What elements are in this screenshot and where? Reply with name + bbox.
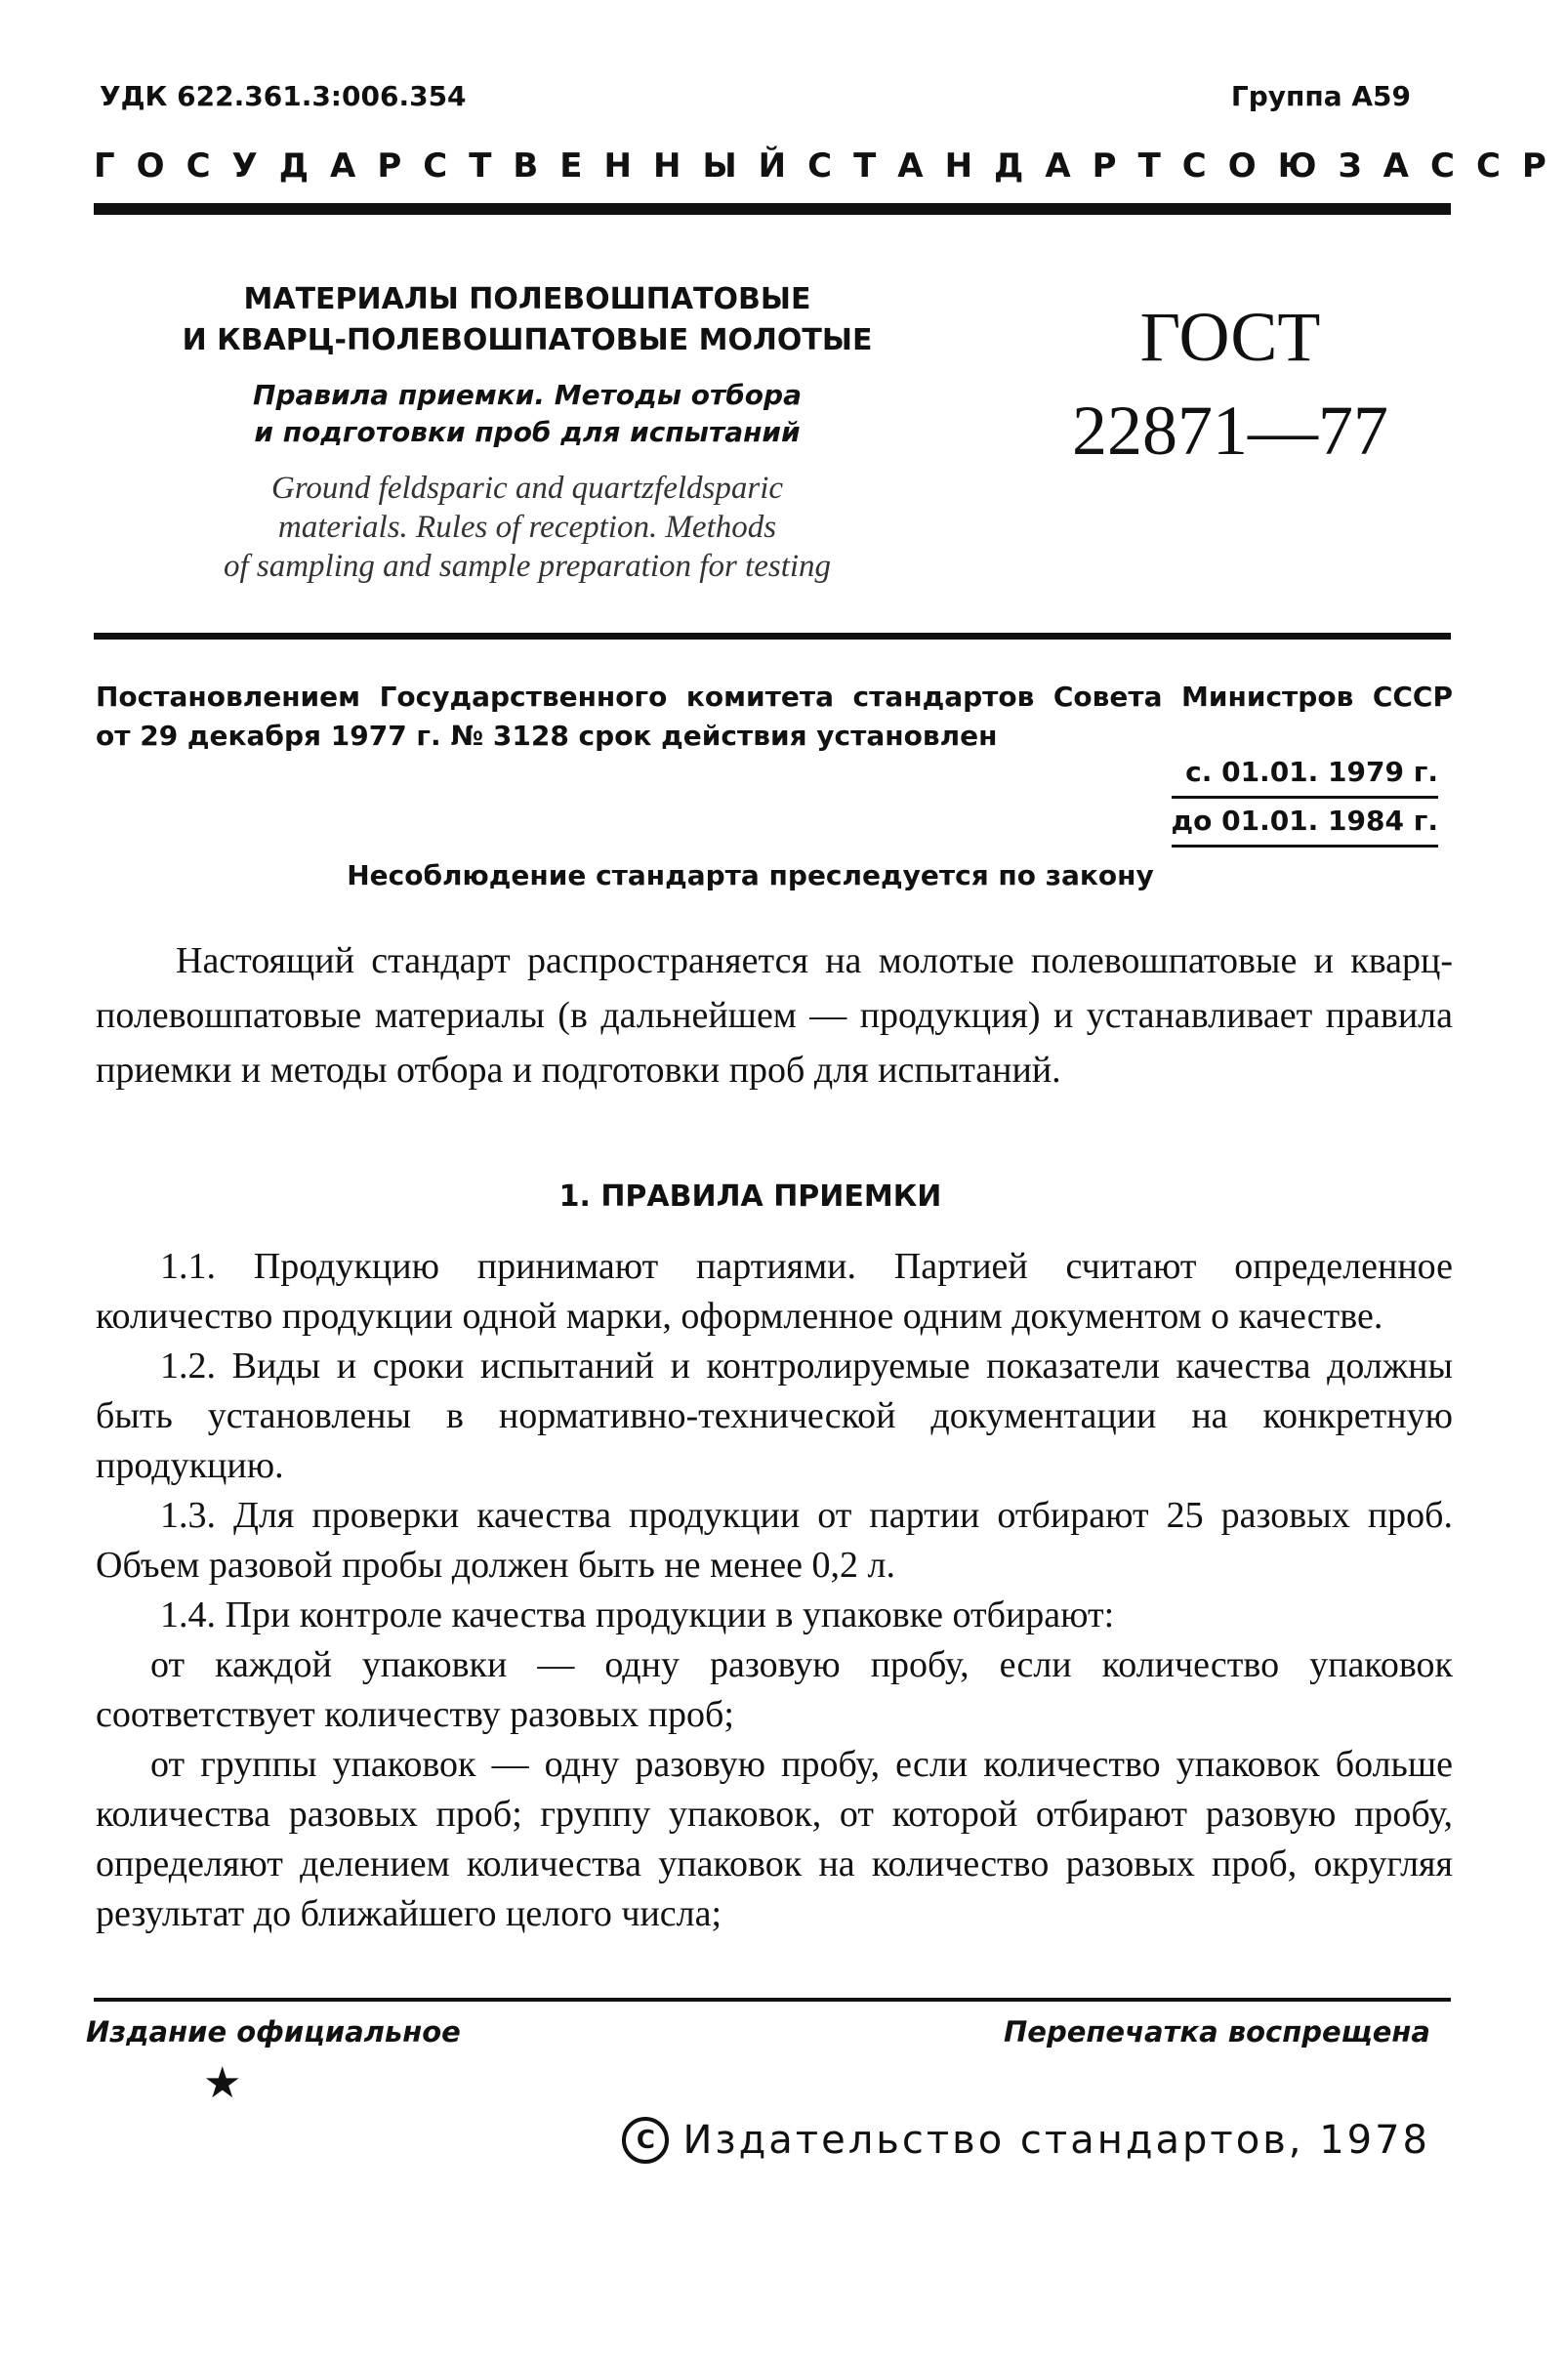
star-icon: ★ bbox=[203, 2059, 242, 2107]
section-heading: 1. ПРАВИЛА ПРИЕМКИ bbox=[558, 1180, 942, 1214]
publisher-line bbox=[622, 2117, 1430, 2164]
date-to: до 01.01. 1984 г. bbox=[1172, 799, 1439, 848]
group-code: Группа А59 bbox=[1230, 80, 1411, 112]
decree-line-2: от 29 декабря 1977 г. № 3128 срок действия установлен bbox=[96, 720, 998, 752]
section-body bbox=[96, 1242, 1453, 1939]
udk-code: УДК 622.361.3:006.354 bbox=[100, 80, 467, 112]
title-en-line-3: of sampling and sample preparation for testing bbox=[223, 549, 832, 584]
state-standard-word-3: СОЮЗА bbox=[1181, 146, 1430, 186]
state-standard-word-2: СТАНДАРТ bbox=[807, 146, 1182, 186]
clause-1-4-a: от каждой упаковки — одну разовую пробу, если количество упаковок соответствует количеству разовых проб; bbox=[96, 1644, 1453, 1735]
gost-label: ГОСТ bbox=[1139, 298, 1321, 376]
reprint-note: Перепечатка воспрещена bbox=[1004, 2015, 1430, 2049]
validity-dates bbox=[1172, 750, 1439, 848]
state-standard-heading bbox=[94, 146, 1568, 186]
clause-1-3: 1.3. Для проверки качества продукции от партии отбирают 25 разовых проб. Объем разовой пробы должен быть не менее 0,2 л. bbox=[96, 1495, 1453, 1586]
state-standard-word-1: ГОСУДАРСТВЕННЫЙ bbox=[94, 146, 808, 186]
title-en bbox=[146, 469, 908, 586]
state-standard-word-4: ССР bbox=[1430, 146, 1568, 186]
gost-number: 22871—77 bbox=[1072, 392, 1388, 470]
copyright-icon: C bbox=[622, 2117, 669, 2164]
decree-line-1: Постановлением Государственного комитета стандартов Совета Министров СССР bbox=[96, 681, 1453, 713]
subtitle-ru bbox=[146, 377, 908, 451]
edition-note: Издание официальное bbox=[86, 2015, 461, 2049]
clause-1-1: 1.1. Продукцию принимают партиями. Партией считают определенное количество продукции одной марки, оформленное одним документом о качестве. bbox=[96, 1246, 1453, 1337]
title-en-line-1: Ground feldsparic and quartzfeldsparic bbox=[270, 471, 784, 506]
title-divider bbox=[94, 633, 1451, 640]
clause-1-4-b: от группы упаковок — одну разовую пробу, если количество упаковок больше количества разовых проб; группу упаковок, от которой отбирают разовую пробу, определяют делением количества упаковок на количество разовых проб, округляя результат до ближайшего целого числа; bbox=[96, 1744, 1453, 1934]
intro-paragraph: Настоящий стандарт распространяется на молотые полевошпатовые и кварц-полевошпатовые материалы (в дальнейшем — продукция) и устанавливает правила приемки и методы отбора и подготовки проб для испытаний. bbox=[96, 940, 1453, 1091]
subtitle-ru-line-2: и подготовки проб для испытаний bbox=[254, 416, 801, 448]
title-block bbox=[146, 279, 908, 586]
header-divider bbox=[94, 203, 1451, 215]
law-notice: Несоблюдение стандарта преследуется по закону bbox=[347, 859, 1154, 891]
title-ru-line-1: МАТЕРИАЛЫ ПОЛЕВОШПАТОВЫЕ bbox=[243, 282, 811, 316]
clause-1-2: 1.2. Виды и сроки испытаний и контролируемые показатели качества должны быть установлены в нормативно-технической документации на конкретную продукцию. bbox=[96, 1345, 1453, 1486]
clause-1-4: 1.4. При контроле качества продукции в упаковке отбирают: bbox=[160, 1594, 1115, 1635]
publisher-name: Издательство стандартов, 1978 bbox=[682, 2118, 1430, 2163]
date-from: с. 01.01. 1979 г. bbox=[1172, 750, 1439, 799]
title-ru-line-2: И КВАРЦ-ПОЛЕВОШПАТОВЫЕ МОЛОТЫЕ bbox=[182, 323, 873, 357]
subtitle-ru-line-1: Правила приемки. Методы отбора bbox=[253, 379, 802, 411]
footer-divider bbox=[94, 1998, 1451, 2002]
title-en-line-2: materials. Rules of reception. Methods bbox=[277, 510, 777, 545]
